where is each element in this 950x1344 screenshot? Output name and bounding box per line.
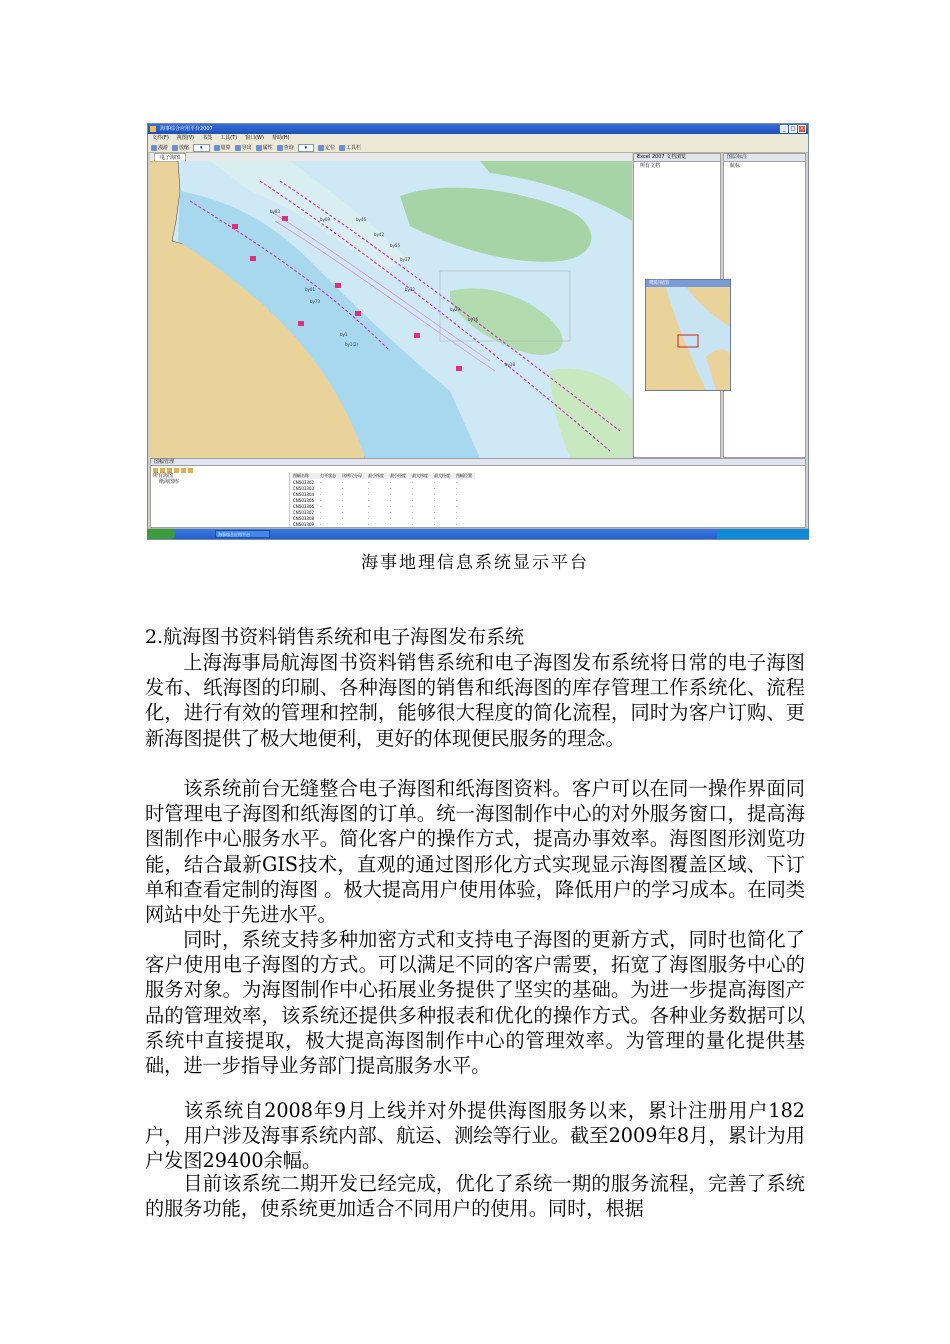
menu-bookmark[interactable]: 书签 — [202, 135, 213, 141]
folder-icon[interactable] — [153, 468, 158, 473]
open-icon[interactable] — [174, 468, 179, 473]
table-cell: CN503303 — [293, 485, 315, 491]
table-row[interactable]: CN503303 · · · · · · · — [290, 485, 475, 491]
table-row[interactable]: CN503308 · · · · · · · — [290, 515, 475, 521]
toolbar-query-button[interactable]: 查询 — [277, 144, 294, 151]
ruler-icon — [214, 145, 220, 151]
screenshot-figure — [147, 123, 809, 540]
table-cell: CN503306 — [293, 503, 315, 509]
export-icon — [235, 145, 241, 151]
map-label: by42 — [374, 232, 384, 237]
toolbar-locate-button[interactable]: 定位 — [318, 144, 335, 151]
column-header[interactable]: 最小纬度 — [365, 473, 387, 479]
nautical-chart-map[interactable] — [150, 161, 632, 458]
map-label: by46 — [356, 217, 366, 222]
toolbar-export-button[interactable]: 导出 — [235, 144, 252, 151]
map-label: by37 — [400, 257, 410, 262]
os-taskbar — [147, 529, 809, 539]
map-label: by83 — [270, 209, 280, 214]
paragraph: 上海海事局航海图书资料销售系统和电子海图发布系统将日常的电子海图发布、纸海图的印刷、各种海图的销售和纸海图的库存管理工作系统化、流程化，进行有效的管理和控制，能够很大程度的简化流程，同时为客户订购、更新海图提供了极大地便利，更好的体现便民服务的理念。 — [145, 651, 805, 750]
figure-caption: 海事地理信息系统显示平台 — [361, 553, 589, 573]
map-label: by09 — [320, 217, 330, 222]
section-heading: 2.航海图书资料销售系统和电子海图发布系统 — [145, 626, 525, 648]
overview-map[interactable] — [646, 287, 730, 390]
table-cell: CN503307 — [293, 509, 315, 515]
column-header[interactable]: 最大纬度 — [409, 473, 431, 479]
layer-label-panel — [723, 153, 806, 458]
menu-help[interactable]: 帮助(H) — [271, 135, 290, 141]
hand-icon — [151, 145, 157, 151]
info-icon — [256, 145, 262, 151]
system-tray — [717, 529, 809, 539]
table-cell: CN503308 — [293, 515, 315, 521]
map-label: by18 — [505, 362, 515, 367]
paragraph: 该系统前台无缝整合电子海图和纸海图资料。客户可以在同一操作界面同时管理电子海图和纸海图的订单。统一海图制作中心的对外服务窗口，提高海图制作中心服务水平。简化客户的操作方式，提高办事效率。海图图形浏览功能，结合最新GIS技术，直观的通过图形化方式实现显示海图覆盖区域、下订单和查看定制的海图 。极大提高用户使用体验，降低用户的学习成本。在同类网站中处于先进水平。 — [145, 777, 805, 927]
map-label: by16 — [468, 317, 478, 322]
delete-icon[interactable] — [167, 468, 172, 473]
table-row[interactable]: CN503307 · · · · · · · — [290, 509, 475, 515]
column-header[interactable]: 图幅名称 — [290, 473, 317, 479]
app-icon — [150, 126, 156, 132]
minimize-icon[interactable]: _ — [780, 125, 788, 133]
table-row[interactable]: CN503302 · · · · · · · — [290, 479, 475, 485]
menu-view[interactable]: 视图(V) — [176, 135, 195, 141]
paragraph: 目前该系统二期开发已经完成，优化了系统一期的服务流程，完善了系统的服务功能，使系统更加适合不同用户的使用。同时，根据 — [145, 1172, 805, 1221]
column-header[interactable]: 最大经度 — [431, 473, 453, 479]
locate-icon — [318, 145, 324, 151]
table-cell: CN503304 — [293, 491, 315, 497]
toolbar-pan-button[interactable]: 漫游 — [151, 144, 168, 151]
paragraph: 该系统自2008年9月上线并对外提供海图服务以来，累计注册用户182户，用户涉及海事系统内部、航运、测绘等行业。截至2009年8月，累计为用户发图29400余幅。 — [145, 1099, 805, 1173]
panel-title: Excel 2007 文档浏览 — [634, 154, 720, 162]
zoom-icon — [172, 145, 178, 151]
map-label: by01 — [305, 287, 315, 292]
table-row[interactable]: CN503304 · · · · · · · — [290, 491, 475, 497]
tree-item-navaid[interactable]: 航标 — [730, 163, 741, 169]
map-label: by55 — [390, 243, 400, 248]
paragraph: 同时，系统支持多种加密方式和支持电子海图的更新方式，同时也简化了客户使用电子海图的方式。可以满足不同的客户需要，拓宽了海图服务中心的服务对象。为海图制作中心拓展业务提供了坚实的基础。为进一步提高海图产品的管理效率，该系统还提供多种报表和优化的操作方式。各种业务数据可以系统中直接提取，极大提高海图制作中心的管理效率。为管理的量化提供基础，进一步指导业务部门提高服务水平。 — [145, 928, 805, 1078]
map-label: by32 — [405, 287, 415, 292]
window-title: 海事综合应用平台2007 — [160, 126, 213, 132]
table-cell: CN503302 — [293, 479, 315, 485]
search-icon — [277, 145, 283, 151]
print-icon[interactable] — [188, 468, 193, 473]
close-icon[interactable]: × — [799, 126, 805, 132]
tree-item[interactable]: 所有海图 — [153, 473, 174, 479]
overview-title: 鹰眼视图 — [646, 280, 730, 287]
add-icon[interactable] — [160, 468, 165, 473]
table-row[interactable]: CN503305 · · · · · · · — [290, 497, 475, 503]
tree-item[interactable]: 纸海图库 — [159, 479, 180, 485]
toolbar — [148, 143, 808, 153]
chart-sheet-panel — [150, 458, 806, 528]
column-header[interactable]: 图幅位置 — [453, 473, 475, 479]
table-row[interactable]: CN503306 · · · · · · · — [290, 503, 475, 509]
grid-icon — [339, 145, 345, 151]
maximize-icon[interactable]: □ — [790, 126, 796, 132]
table-row[interactable]: CN503309 · · · · · · · — [290, 521, 475, 527]
refresh-icon[interactable] — [181, 468, 186, 473]
tree-item-all-documents[interactable]: 所有文档 — [640, 163, 661, 169]
panel-title: 图层标注 — [724, 154, 805, 162]
taskbar-item[interactable]: 海事综合应用平台 — [215, 530, 270, 538]
menu-tools[interactable]: 工具(T) — [220, 135, 238, 141]
start-button[interactable] — [147, 529, 175, 539]
window-titlebar — [148, 124, 808, 134]
overview-window[interactable] — [645, 279, 731, 391]
table-cell: CN503305 — [293, 497, 315, 503]
table-cell: CN503309 — [293, 521, 315, 527]
chart-tree — [153, 473, 288, 525]
toolbar-toolbar-button[interactable]: 工具栏 — [339, 144, 361, 151]
chart-sheet-table — [289, 473, 804, 527]
menu-bar — [148, 134, 808, 143]
toolbar-zoom-button[interactable]: 放缩 — [172, 144, 189, 151]
tab-electronic-chart[interactable]: 电子海图 — [154, 153, 186, 162]
window-controls — [780, 125, 806, 133]
menu-file[interactable]: 文件(F) — [152, 135, 169, 141]
toolbar-measure-button[interactable]: 量算 — [214, 144, 231, 151]
panel-title: 图幅管理 — [151, 459, 805, 466]
toolbar-attribute-button[interactable]: 属性 — [256, 144, 273, 151]
layer-select[interactable]: ▾ — [298, 144, 315, 152]
scale-select[interactable]: ▾ — [193, 144, 210, 152]
map-label: by1(2) — [345, 342, 359, 347]
column-header[interactable]: 打开状态 — [317, 473, 339, 479]
menu-window[interactable]: 窗口(W) — [245, 135, 264, 141]
column-header[interactable]: 最小经度 — [387, 473, 409, 479]
chart-map-window[interactable] — [150, 153, 632, 458]
map-label: by1 — [340, 332, 348, 337]
column-header[interactable]: 比例尺分母 — [339, 473, 365, 479]
map-label: by29 — [450, 307, 460, 312]
map-label: by73 — [310, 299, 320, 304]
